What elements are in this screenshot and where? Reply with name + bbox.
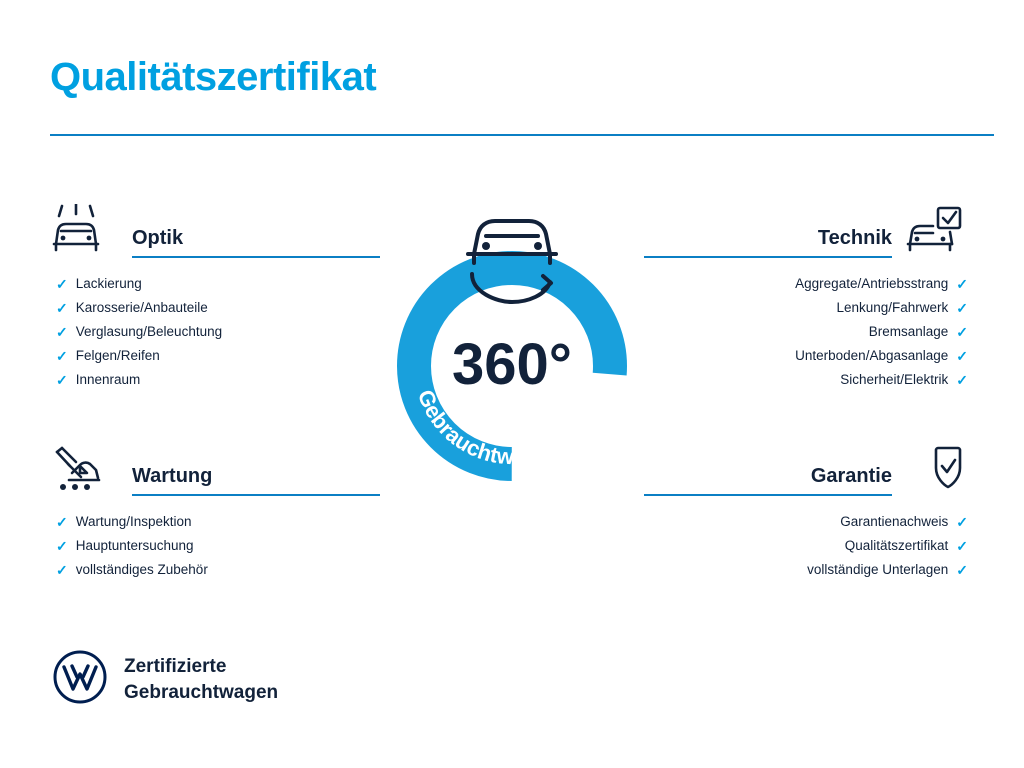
list-item	[644, 320, 974, 344]
check-icon: ✓	[56, 562, 68, 578]
section-divider	[132, 494, 380, 496]
footer-line-1: Zertifizierte	[124, 655, 227, 677]
section-items	[644, 510, 974, 582]
list-item	[644, 510, 974, 534]
check-icon: ✓	[56, 276, 68, 292]
check-icon: ✓	[956, 348, 968, 364]
list-item	[644, 558, 974, 582]
list-item	[50, 534, 380, 558]
section-divider	[644, 256, 892, 258]
list-item	[50, 344, 380, 368]
list-item	[644, 272, 974, 296]
check-icon: ✓	[56, 514, 68, 530]
list-item-label: Unterboden/Abgasanlage	[795, 348, 949, 363]
list-item-label: Felgen/Reifen	[75, 348, 160, 363]
list-item-label: Bremsanlage	[868, 324, 949, 339]
car-check-icon	[902, 202, 974, 258]
list-item	[644, 368, 974, 392]
list-item	[644, 344, 974, 368]
check-icon: ✓	[956, 300, 968, 316]
car-front-shine-icon	[50, 202, 122, 258]
check-icon: ✓	[956, 276, 968, 292]
right-column	[644, 200, 974, 582]
section-technik	[644, 200, 974, 392]
check-icon: ✓	[956, 538, 968, 554]
section-divider	[132, 256, 380, 258]
list-item-label: Hauptuntersuchung	[75, 538, 194, 553]
page-title: Qualitätszertifikat	[50, 55, 377, 99]
footer-line-2: Gebrauchtwagen	[124, 681, 279, 703]
section-items	[50, 510, 380, 582]
check-icon: ✓	[956, 562, 968, 578]
check-icon: ✓	[956, 324, 968, 340]
list-item	[50, 558, 380, 582]
footer-text	[124, 654, 278, 706]
section-header	[644, 200, 974, 258]
list-item	[50, 510, 380, 534]
check-icon: ✓	[56, 324, 68, 340]
list-item-label: Verglasung/Beleuchtung	[75, 324, 223, 339]
section-header	[644, 438, 974, 496]
list-item-label: Wartung/Inspektion	[75, 514, 192, 529]
section-garantie	[644, 438, 974, 582]
list-item	[644, 534, 974, 558]
check-icon: ✓	[56, 300, 68, 316]
list-item	[50, 272, 380, 296]
vw-logo	[52, 649, 108, 710]
list-item-label: Garantienachweis	[840, 514, 949, 529]
section-header	[50, 438, 380, 496]
list-item-label: vollständige Unterlagen	[807, 562, 949, 577]
list-item	[50, 320, 380, 344]
list-item-label: Aggregate/Antriebsstrang	[795, 276, 949, 291]
check-icon: ✓	[956, 514, 968, 530]
section-header	[50, 200, 380, 258]
list-item-label: vollständiges Zubehör	[75, 562, 208, 577]
spacer	[50, 392, 380, 438]
list-item	[50, 296, 380, 320]
left-column	[50, 200, 380, 582]
check-icon: ✓	[56, 348, 68, 364]
badge-360-check	[362, 196, 662, 496]
section-optik	[50, 200, 380, 392]
list-item-label: Karosserie/Anbauteile	[75, 300, 208, 315]
badge-value: 360°	[452, 332, 572, 397]
list-item	[50, 368, 380, 392]
badge-arc-label: Gebrauchtwagen-Check	[412, 386, 612, 470]
list-item-label: Qualitätszertifikat	[844, 538, 949, 553]
check-icon: ✓	[956, 372, 968, 388]
spacer	[644, 392, 974, 438]
section-title: Optik	[132, 227, 184, 249]
check-icon: ✓	[56, 372, 68, 388]
section-title: Wartung	[132, 465, 213, 487]
list-item-label: Innenraum	[75, 372, 141, 387]
footer-brand	[52, 649, 278, 710]
car-lift-icon	[50, 440, 122, 496]
section-items	[50, 272, 380, 392]
title-divider	[50, 134, 994, 136]
shield-check-icon	[902, 440, 974, 496]
list-item-label: Lenkung/Fahrwerk	[836, 300, 949, 315]
list-item-label: Lackierung	[75, 276, 142, 291]
section-divider	[644, 494, 892, 496]
check-icon: ✓	[56, 538, 68, 554]
section-wartung	[50, 438, 380, 582]
section-items	[644, 272, 974, 392]
section-title: Technik	[817, 227, 892, 249]
section-title: Garantie	[810, 465, 892, 487]
list-item	[644, 296, 974, 320]
list-item-label: Sicherheit/Elektrik	[840, 372, 949, 387]
